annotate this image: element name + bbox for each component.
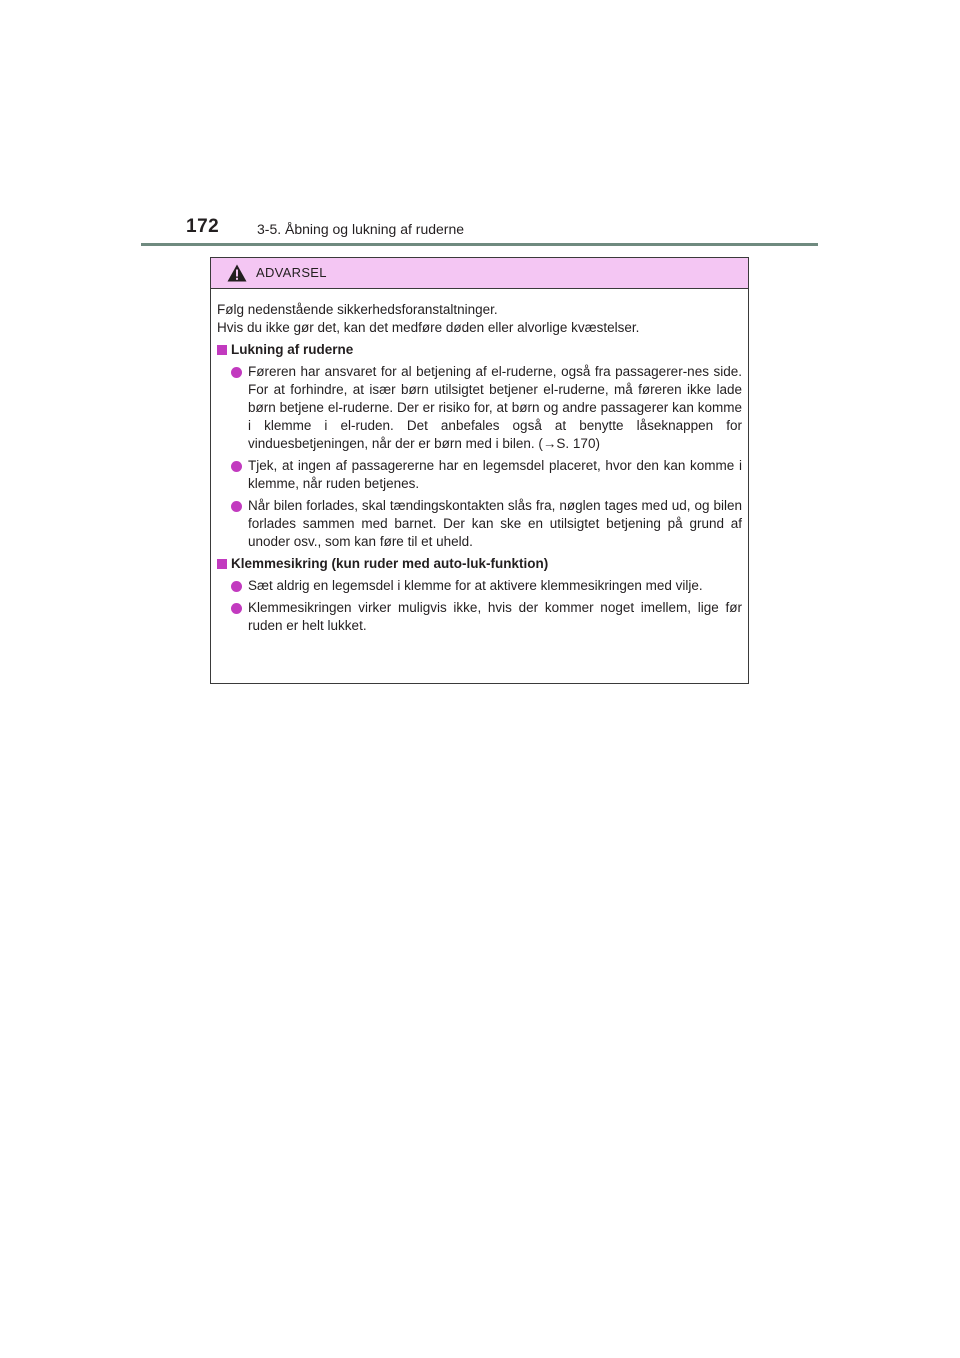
- square-bullet-icon: [217, 559, 227, 569]
- list-item: [217, 577, 742, 595]
- list-item: [217, 457, 742, 493]
- warning-intro-line-2: Hvis du ikke gør det, kan det medføre døden eller alvorlige kvæstelser.: [217, 320, 640, 335]
- round-bullet-icon: [231, 461, 242, 472]
- round-bullet-icon: [231, 501, 242, 512]
- warning-triangle-icon: [227, 264, 247, 282]
- section-heading-text: Klemmesikring (kun ruder med auto-luk-funktion): [231, 556, 549, 571]
- header-divider: [141, 243, 818, 246]
- section-heading: [217, 555, 742, 573]
- warning-header: [211, 258, 748, 289]
- page-header: [186, 216, 826, 242]
- list-item-text: Når bilen forlades, skal tændingskontakten slås fra, nøglen tages med ud, og bilen forlades sammen med barnet. Der kan ske en utilsigtet betjening på grund af unoder osv., som kan føre til et uheld.: [248, 498, 742, 549]
- warning-box: [210, 257, 749, 684]
- warning-body: [211, 289, 748, 635]
- square-bullet-icon: [217, 345, 227, 355]
- page-number: 172: [186, 216, 220, 237]
- list-item-text: Føreren har ansvaret for al betjening af el-ruderne, også fra passagerer-nes side. For at forhindre, at især børn utilsigtet betjener el-ruderne, må føreren ikke lade børn betjene el-ruderne. Der er risiko for, at børn og andre passagerer kan komme i klemme i el-ruden. Det anbefales også at benytte låseknappen for vinduesbetjeningen, når der er børn med i bilen. (→S. 170): [248, 364, 742, 451]
- list-item: [217, 599, 742, 635]
- section-heading-text: Lukning af ruderne: [231, 342, 354, 357]
- list-item-text: Tjek, at ingen af passagererne har en legemsdel placeret, hvor den kan komme i klemme, når ruden betjenes.: [248, 458, 742, 491]
- section-title: 3-5. Åbning og lukning af ruderne: [257, 221, 465, 237]
- round-bullet-icon: [231, 581, 242, 592]
- list-item-text: Sæt aldrig en legemsdel i klemme for at aktivere klemmesikringen med vilje.: [248, 578, 703, 593]
- round-bullet-icon: [231, 603, 242, 614]
- warning-intro-line-1: Følg nedenstående sikkerhedsforanstaltninger.: [217, 302, 498, 317]
- warning-title: ADVARSEL: [256, 265, 327, 280]
- section-heading: [217, 341, 742, 359]
- list-item: [217, 363, 742, 453]
- list-item-text: Klemmesikringen virker muligvis ikke, hvis der kommer noget imellem, lige før ruden er helt lukket.: [248, 600, 742, 633]
- list-item: [217, 497, 742, 551]
- round-bullet-icon: [231, 367, 242, 378]
